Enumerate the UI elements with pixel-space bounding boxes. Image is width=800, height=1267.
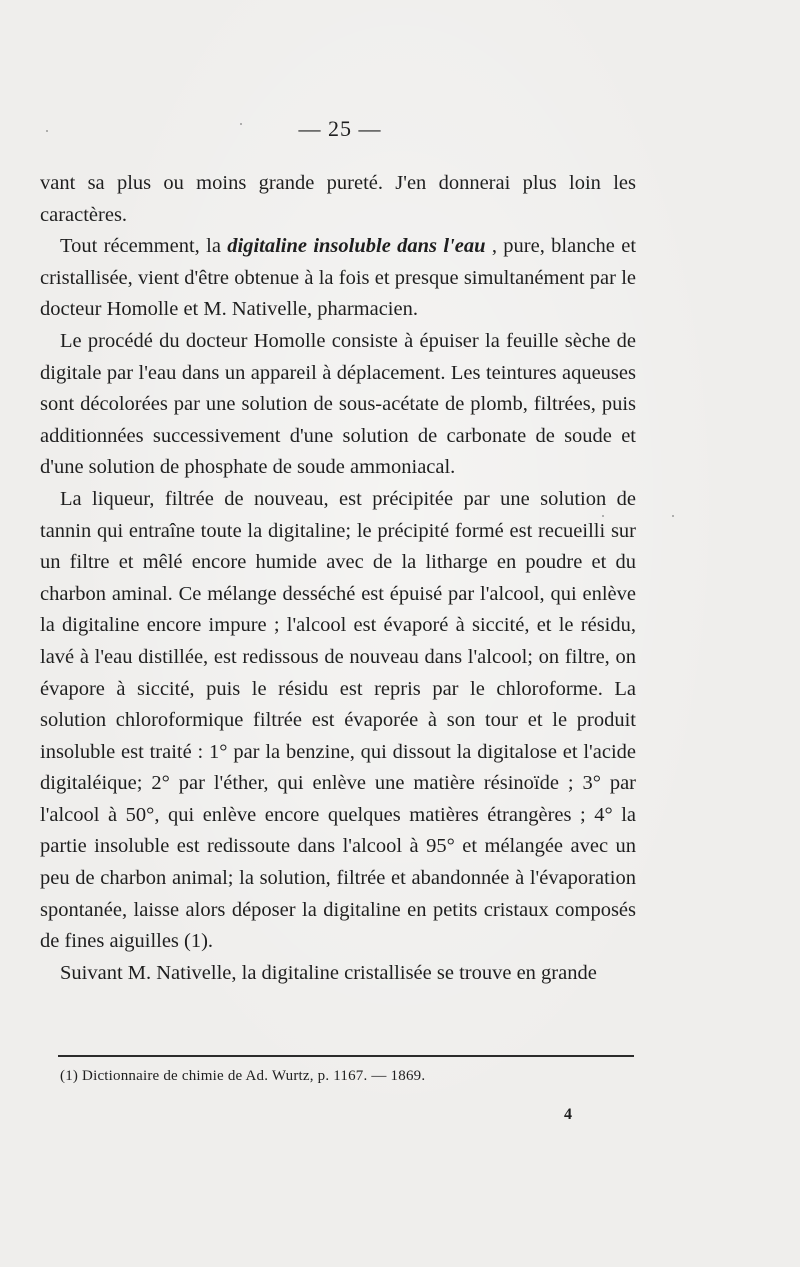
paper-speck bbox=[602, 515, 604, 517]
paper-speck bbox=[240, 123, 242, 125]
paper-speck bbox=[672, 515, 674, 517]
paragraph-1-text: vant sa plus ou moins grande pureté. J'en donnerai plus loin les caractères. bbox=[40, 172, 636, 226]
paper-speck bbox=[46, 130, 48, 132]
paragraph-3 bbox=[40, 326, 636, 484]
main-text bbox=[40, 168, 636, 989]
footnote-divider bbox=[58, 1055, 634, 1057]
signature-number: 4 bbox=[564, 1106, 572, 1123]
paragraph-4-text: La liqueur, filtrée de nouveau, est précipitée par une solution de tannin qui entraîne toute la digitaline; le précipité formé est recueilli sur un filtre et mêlé encore humide avec de la litharge en poudre et du charbon aminal. Ce mélange desséché est épuisé par l'alcool, qui enlève la digitaline encore impure ; l'alcool est évaporé à siccité, et le résidu, lavé à l'eau distillée, est redissous de nouveau dans l'alcool; on filtre, on évapore à siccité, puis le résidu est repris par le chloroforme. La solution chloroformique filtrée est évaporée à son tour et le produit insoluble est traité : 1° par la benzine, qui dissout la digitalose et l'acide digitaléique; 2° par l'éther, qui enlève une matière résinoïde ; 3° par l'alcool à 50°, qui enlève encore quelques matières étrangères ; 4° la partie insoluble est redissoute dans l'alcool à 95° et mélangée avec un peu de charbon animal; la solution, filtrée et abandonnée à l'évaporation spontanée, laisse alors déposer la digitaline en petits cristaux composés de fines aiguilles (1). bbox=[40, 487, 636, 953]
paragraph-5 bbox=[40, 958, 636, 990]
page-number: — 25 — bbox=[298, 116, 382, 141]
paragraph-2-part-3: , pure, blanche et cristallisée, vient d'être obtenue à la fois et presque simultanément par le docteur Homolle et M. Nativelle, pharmacien. bbox=[40, 235, 637, 321]
paragraph-2-part-1: Tout récemment, la bbox=[60, 235, 228, 258]
paragraph-1 bbox=[40, 168, 636, 231]
paragraph-2-italic-phrase: digitaline insoluble dans l'eau bbox=[227, 235, 486, 258]
paragraph-5-text: Suivant M. Nativelle, la digitaline cristallisée se trouve en grande bbox=[60, 961, 597, 984]
paragraph-3-text: Le procédé du docteur Homolle consiste à épuiser la feuille sèche de digitale par l'eau dans un appareil à déplacement. Les teintures aqueuses sont décolorées par une solution de sous-acétate de plomb, filtrées, puis additionnées successivement d'une solution de carbonate de soude et d'une solution de phosphate de soude ammoniacal. bbox=[40, 329, 636, 479]
paragraph-2 bbox=[40, 231, 636, 326]
footnote: (1) Dictionnaire de chimie de Ad. Wurtz, p. 1167. — 1869. bbox=[60, 1068, 426, 1084]
paragraph-4 bbox=[40, 484, 636, 958]
